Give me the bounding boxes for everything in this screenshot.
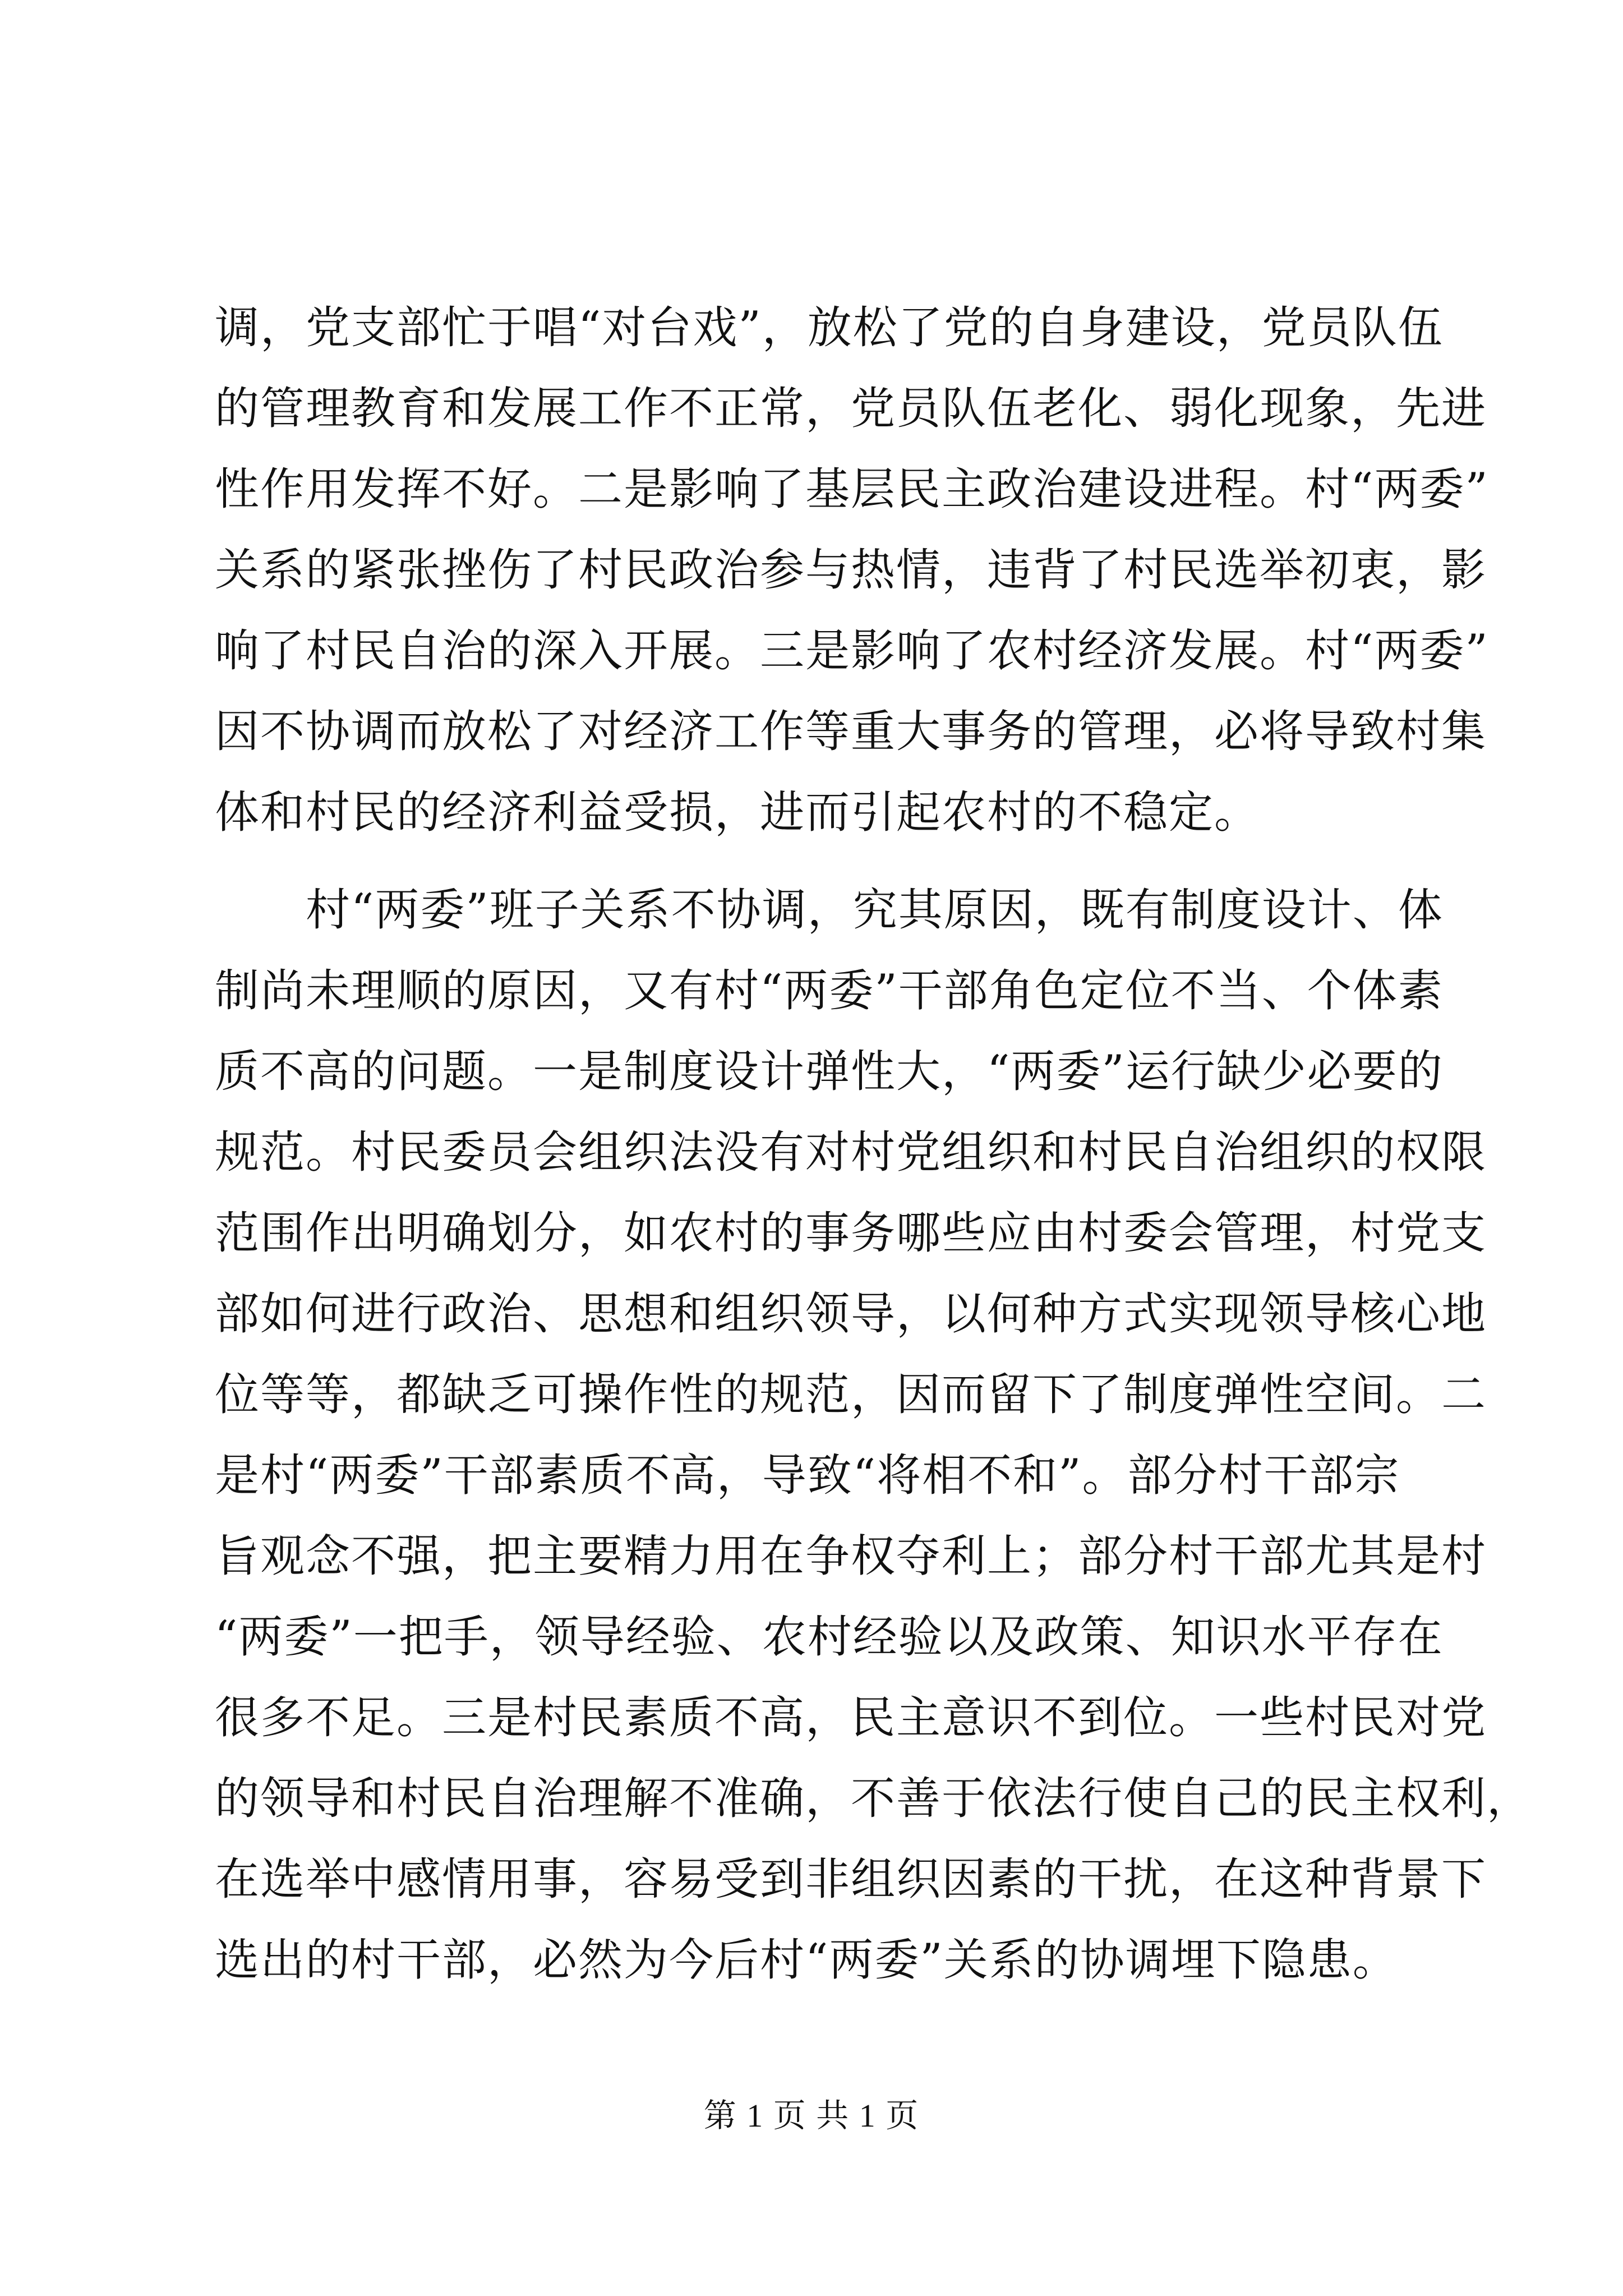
- text-line: 调，党支部忙于唱“对台戏”，放松了党的自身建设，党员队伍: [215, 302, 1444, 353]
- text-line: 在选举中感情用事，容易受到非组织因素的干扰，在这种背景下: [215, 1853, 1487, 1905]
- text-line: 旨观念不强，把主要精力用在争权夺利上；部分村干部尤其是村: [215, 1530, 1487, 1582]
- text-line: 村“两委”班子关系不协调，究其原因，既有制度设计、体: [215, 884, 1444, 936]
- paragraph-1: [215, 287, 1489, 853]
- text-line: 规范。村民委员会组织法没有对村党组织和村民自治组织的权限: [215, 1126, 1487, 1178]
- text-line: 的管理教育和发展工作不正常，党员队伍老化、弱化现象，先进: [215, 383, 1487, 434]
- text-line: 范围作出明确划分，如农村的事务哪些应由村委会管理，村党支: [215, 1207, 1487, 1259]
- text-line: 制尚未理顺的原因，又有村“两委”干部角色定位不当、个体素: [215, 965, 1444, 1016]
- text-line: 选出的村干部，必然为今后村“两委”关系的协调埋下隐患。: [215, 1934, 1398, 1986]
- text-line: 是村“两委”干部素质不高，导致“将相不和”。部分村干部宗: [215, 1450, 1400, 1501]
- text-line: 关系的紧张挫伤了村民政治参与热情，违背了村民选举初衷，影: [215, 544, 1487, 596]
- paragraph-2: [215, 869, 1532, 2000]
- text-line: 的领导和村民自治理解不准确，不善于依法行使自己的民主权利，: [215, 1773, 1532, 1824]
- text-line: 体和村民的经济利益受损，进而引起农村的不稳定。: [215, 786, 1260, 838]
- text-line: “两委”一把手，领导经验、农村经验以及政策、知识水平存在: [215, 1611, 1444, 1663]
- paragraph-spacer: [215, 853, 1408, 869]
- text-line: 很多不足。三是村民素质不高，民主意识不到位。一些村民对党: [215, 1692, 1487, 1743]
- text-line: 质不高的问题。一是制度设计弹性大，“两委”运行缺少必要的: [215, 1046, 1444, 1097]
- document-body: [215, 287, 1532, 2000]
- text-line: 部如何进行政治、思想和组织领导，以何种方式实现领导核心地: [215, 1288, 1487, 1340]
- page-footer: 第 1 页 共 1 页: [703, 2097, 920, 2134]
- text-line: 响了村民自治的深入开展。三是影响了农村经济发展。村“两委”: [215, 625, 1489, 677]
- text-line: 因不协调而放松了对经济工作等重大事务的管理，必将导致村集: [215, 706, 1487, 757]
- text-line: 性作用发挥不好。二是影响了基层民主政治建设进程。村“两委”: [215, 463, 1489, 515]
- text-line: 位等等，都缺乏可操作性的规范，因而留下了制度弹性空间。二: [215, 1369, 1487, 1420]
